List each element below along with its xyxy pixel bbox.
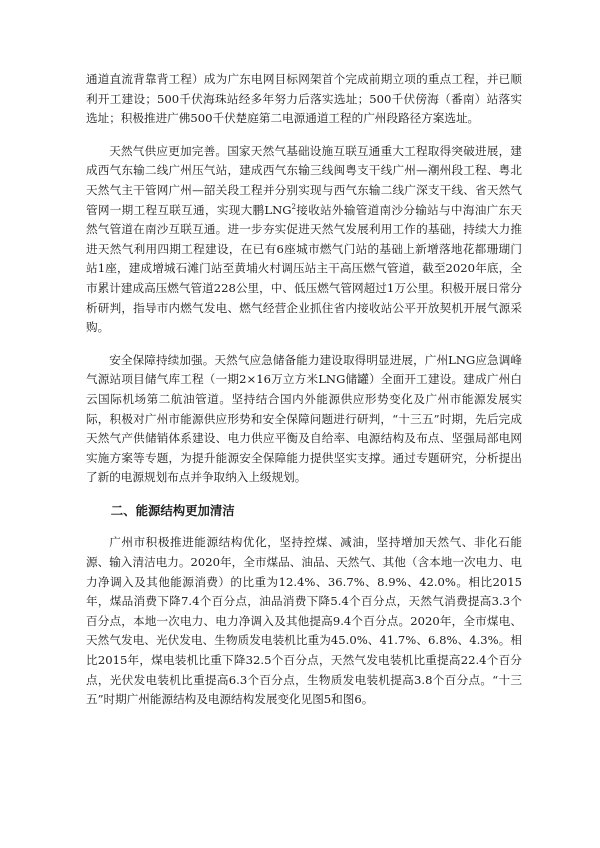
paragraph-power-grid-continued: 通道直流背靠背工程）成为广东电网目标网架首个完成前期立项的重点工程，并已顺利开工建设；500千伏海珠站经多年努力后落实选址；500千伏傍海（番南）站落实选址；积极推进广佛500千伏楚庭第二电源通道工程的广州段路径方案选址。 xyxy=(86,72,522,126)
paragraph-natural-gas-text-b: 接收站外输管道南沙分输站与中海油广东天然气管道在南沙互联互通。进一步夯实促进天然气发展利用工作的基础，持续大力推进天然气利用四期工程建设，在已有6座城市燃气门站的基础上新增落地花都珊瑚门站1座，建成增城石滩门站至黄埔火村调压站主干高压燃气管道，截至2020年底，全市累计建成高压燃气管道228公里，中、低压燃气管网超过1万公里。积极开展日常分析研判，指导市内燃气发电、燃气经营企业抓住省内接收站公平开放契机开展气源采购。 xyxy=(86,202,522,335)
paragraph-energy-structure: 广州市积极推进能源结构优化，坚持控煤、减油，坚持增加天然气、非化石能源、输入清洁电力。2020年，全市煤品、油品、天然气、其他（含本地一次电力、电力净调入及其他能源消费）的比重为12.4%、36.7%、8.9%、42.0%。相比2015年，煤品消费下降7.4个百分点，油品消费下降5.4个百分点，天然气消费提高3.3个百分点，本地一次电力、电力净调入及其他提高9.4个百分点。2020年，全市煤电、天然气发电、光伏发电、生物质发电装机比重为45.0%、41.7%、6.8%、4.3%。相比2015年，煤电装机比重下降32.5个百分点，天然气发电装机比重提高22.4个百分点，光伏发电装机比重提高6.3个百分点，生物质发电装机提高3.8个百分点。“十三五”时期广州能源结构及电源结构发展变化见图5和图6。 xyxy=(86,535,522,707)
section-heading: 二、能源结构更加清洁 xyxy=(110,502,235,518)
paragraph-natural-gas-text-a: 天然气供应更加完善。国家天然气基础设施互联互通重大工程取得突破进展，建成西气东输二线广州压气站，建成西气东输三线闽粤支干线广州—潮州段工程、粤北天然气主干管网广州—韶关段工程并分别实现与西气东输二线广深支干线、省天然气管网一期工程互联互通，实现大鹏LNG xyxy=(86,143,522,217)
superscript-footnote: 2 xyxy=(291,202,296,211)
document-body xyxy=(86,70,522,723)
paragraph-security-assurance: 安全保障持续加强。天然气应急储备能力建设取得明显进展，广州LNG应急调峰气源站项目储气库工程（一期2×16万立方米LNG储罐）全面开工建设。建成广州白云国际机场第二航油管道。坚持结合国内外能源供应形势变化及广州市能源发展实际，积极对广州市能源供应形势和安全保障问题进行研判，“十三五”时期，先后完成天然气产供储销体系建设、电力供应平衡及自给率、电源结构及布点、坚强局部电网实施方案等专题，为提升能源安全保障能力提供坚实支撑。通过专题研究，分析提出了新的电源规划布点并争取纳入上级规划。 xyxy=(86,352,522,485)
paragraph-natural-gas-supply xyxy=(86,142,522,338)
